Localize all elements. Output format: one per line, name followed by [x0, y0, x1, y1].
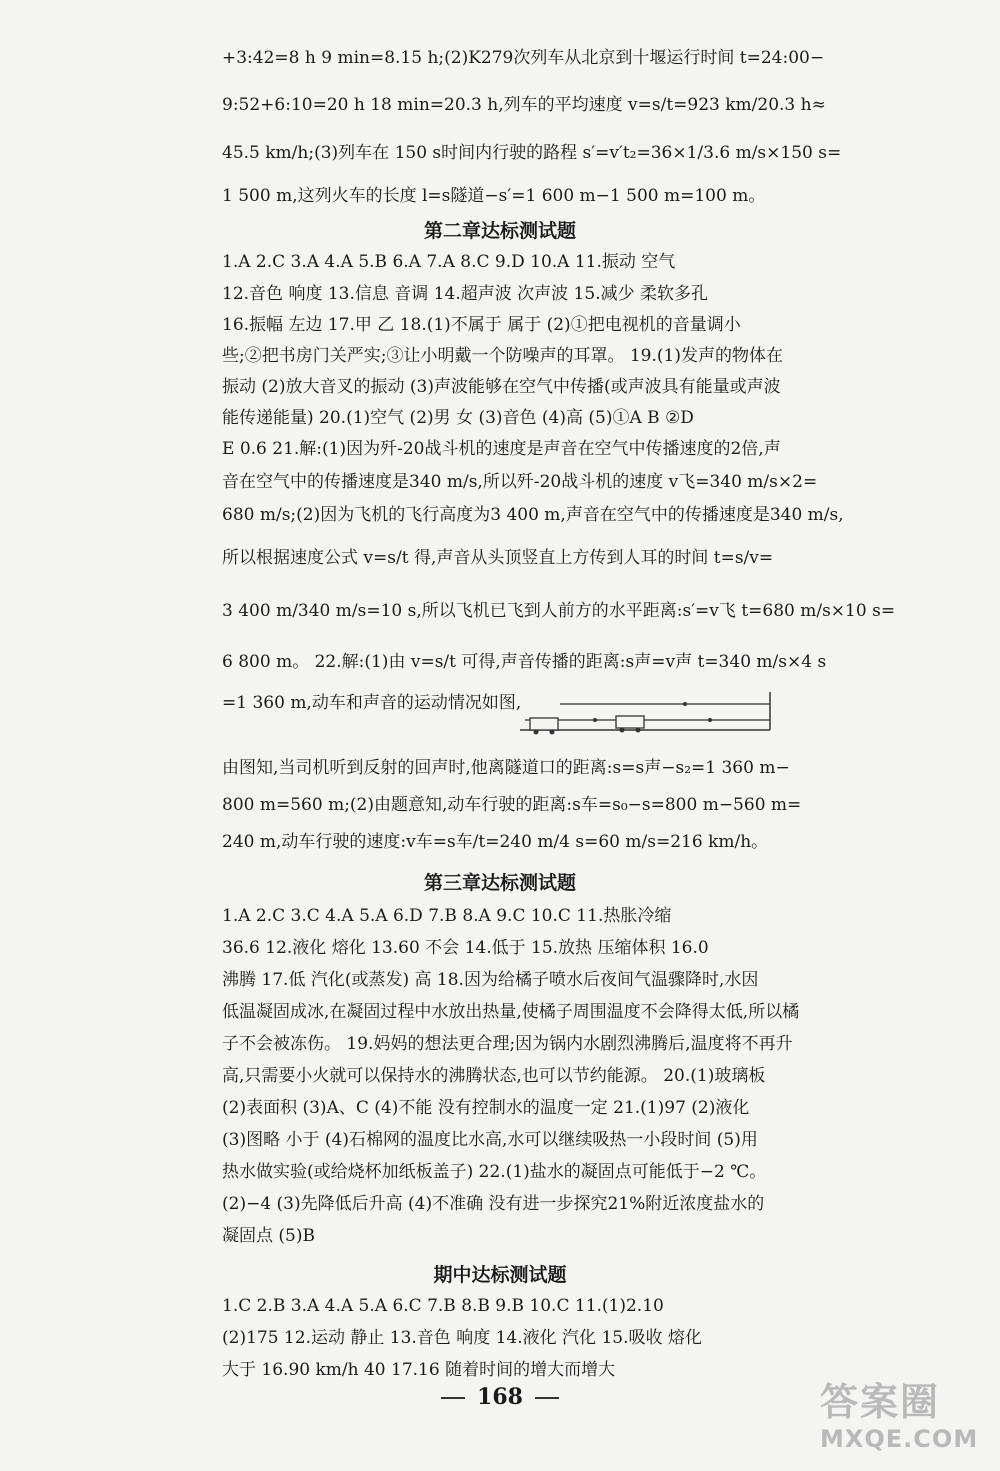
text-line: 3 400 m/340 m/s=10 s,所以飞机已飞到人前方的水平距离:s′=v飞 t=680 m/s×10 s=	[222, 601, 896, 621]
train-end	[616, 716, 644, 728]
text-line: 音在空气中的传播速度是340 m/s,所以歼-20战斗机的速度 v飞=340 m/s×2=	[222, 472, 818, 492]
text-line: 热水做实验(或给烧杯加纸板盖子) 22.(1)盐水的凝固点可能低于−2 ℃。	[222, 1162, 767, 1182]
section-heading-midterm: 期中达标测试题	[433, 1264, 567, 1286]
text-line: 680 m/s;(2)因为飞机的飞行高度为3 400 m,声音在空气中的传播速度是340 m/s,	[222, 505, 844, 525]
text-line: 9:52+6:10=20 h 18 min=20.3 h,列车的平均速度 v=s/t=923 km/20.3 h≈	[222, 95, 826, 115]
watermark-line2: MXQE.COM	[820, 1425, 979, 1453]
text-line: 45.5 km/h;(3)列车在 150 s时间内行驶的路程 s′=v′t₂=36×1/3.6 m/s×150 s=	[222, 143, 842, 163]
text-line: 16.振幅 左边 17.甲 乙 18.(1)不属于 属于 (2)①把电视机的音量调小	[222, 315, 741, 335]
text-line: 800 m=560 m;(2)由题意知,动车行驶的距离:s车=s₀−s=800 m−560 m=	[222, 795, 802, 815]
text-line: 子不会被冻伤。 19.妈妈的想法更合理;因为锅内水剧烈沸腾后,温度将不再升	[222, 1034, 793, 1054]
text-line: (3)图略 小于 (4)石棉网的温度比水高,水可以继续吸热一小段时间 (5)用	[222, 1130, 758, 1150]
text-line: (2)表面积 (3)A、C (4)不能 没有控制水的温度一定 21.(1)97 (2)液化	[222, 1098, 750, 1118]
text-line: 振动 (2)放大音叉的振动 (3)声波能够在空气中传播(或声波具有能量或声波	[222, 377, 781, 397]
text-line: +3:42=8 h 9 min=8.15 h;(2)K279次列车从北京到十堰运行时间 t=24:00−	[222, 48, 825, 68]
text-line: 能传递能量) 20.(1)空气 (2)男 女 (3)音色 (4)高 (5)①A B ②D	[222, 408, 694, 428]
train-start	[530, 718, 558, 730]
text-line: 低温凝固成冰,在凝固过程中水放出热量,使橘子周围温度不会降得太低,所以橘	[222, 1002, 800, 1022]
text-line: E 0.6 21.解:(1)因为歼-20战斗机的速度是声音在空气中传播速度的2倍,声	[222, 439, 781, 459]
section-heading-chapter-2: 第二章达标测试题	[423, 220, 576, 242]
point-marker	[593, 718, 597, 722]
text-line: (2)175 12.运动 静止 13.音色 响度 14.液化 汽化 15.吸收 熔化	[222, 1328, 702, 1348]
text-line: 凝固点 (5)B	[222, 1226, 315, 1246]
point-marker	[683, 702, 687, 706]
text-line: 大于 16.90 km/h 40 17.16 随着时间的增大而增大	[222, 1360, 616, 1380]
text-line: 12.音色 响度 13.信息 音调 14.超声波 次声波 15.减少 柔软多孔	[222, 284, 708, 304]
text-line: 6 800 m。 22.解:(1)由 v=s/t 可得,声音传播的距离:s声=v声 t=340 m/s×4 s	[222, 652, 827, 672]
text-line: 1.A 2.C 3.C 4.A 5.A 6.D 7.B 8.A 9.C 10.C 11.热胀冷缩	[222, 906, 672, 926]
text-line: 些;②把书房门关严实;③让小明戴一个防噪声的耳罩。 19.(1)发声的物体在	[222, 346, 783, 366]
motion-diagram	[520, 692, 780, 742]
text-line: 沸腾 17.低 汽化(或蒸发) 高 18.因为给橘子喷水后夜间气温骤降时,水因	[222, 970, 759, 990]
text-line: 1.C 2.B 3.A 4.A 5.A 6.C 7.B 8.B 9.B 10.C 11.(1)2.10	[222, 1296, 664, 1316]
wheel	[534, 730, 539, 735]
text-line: (2)−4 (3)先降低后升高 (4)不准确 没有进一步探究21%附近浓度盐水的	[222, 1194, 765, 1214]
page-number: 168	[0, 1384, 1000, 1410]
text-line: 高,只需要小火就可以保持水的沸腾状态,也可以节约能源。 20.(1)玻璃板	[222, 1066, 766, 1086]
text-line: 由图知,当司机听到反射的回声时,他离隧道口的距离:s=s声−s₂=1 360 m−	[222, 758, 790, 778]
text-line: =1 360 m,动车和声音的运动情况如图,	[222, 693, 522, 713]
text-line: 1.A 2.C 3.A 4.A 5.B 6.A 7.A 8.C 9.D 10.A 11.振动 空气	[222, 252, 676, 272]
wheel	[620, 728, 625, 733]
watermark-logo	[820, 1380, 990, 1464]
watermark-line1: 答案圈	[820, 1380, 941, 1424]
wheel	[550, 730, 555, 735]
wheel	[636, 728, 641, 733]
text-line: 240 m,动车行驶的速度:v车=s车/t=240 m/4 s=60 m/s=216 km/h。	[222, 832, 769, 852]
section-heading-chapter-3: 第三章达标测试题	[423, 872, 576, 894]
text-line: 36.6 12.液化 熔化 13.60 不会 14.低于 15.放热 压缩体积 16.0	[222, 938, 709, 958]
text-line: 所以根据速度公式 v=s/t 得,声音从头顶竖直上方传到人耳的时间 t=s/v=	[222, 548, 774, 568]
text-line: 1 500 m,这列火车的长度 l=s隧道−s′=1 600 m−1 500 m=100 m。	[222, 186, 766, 206]
point-marker	[708, 718, 712, 722]
